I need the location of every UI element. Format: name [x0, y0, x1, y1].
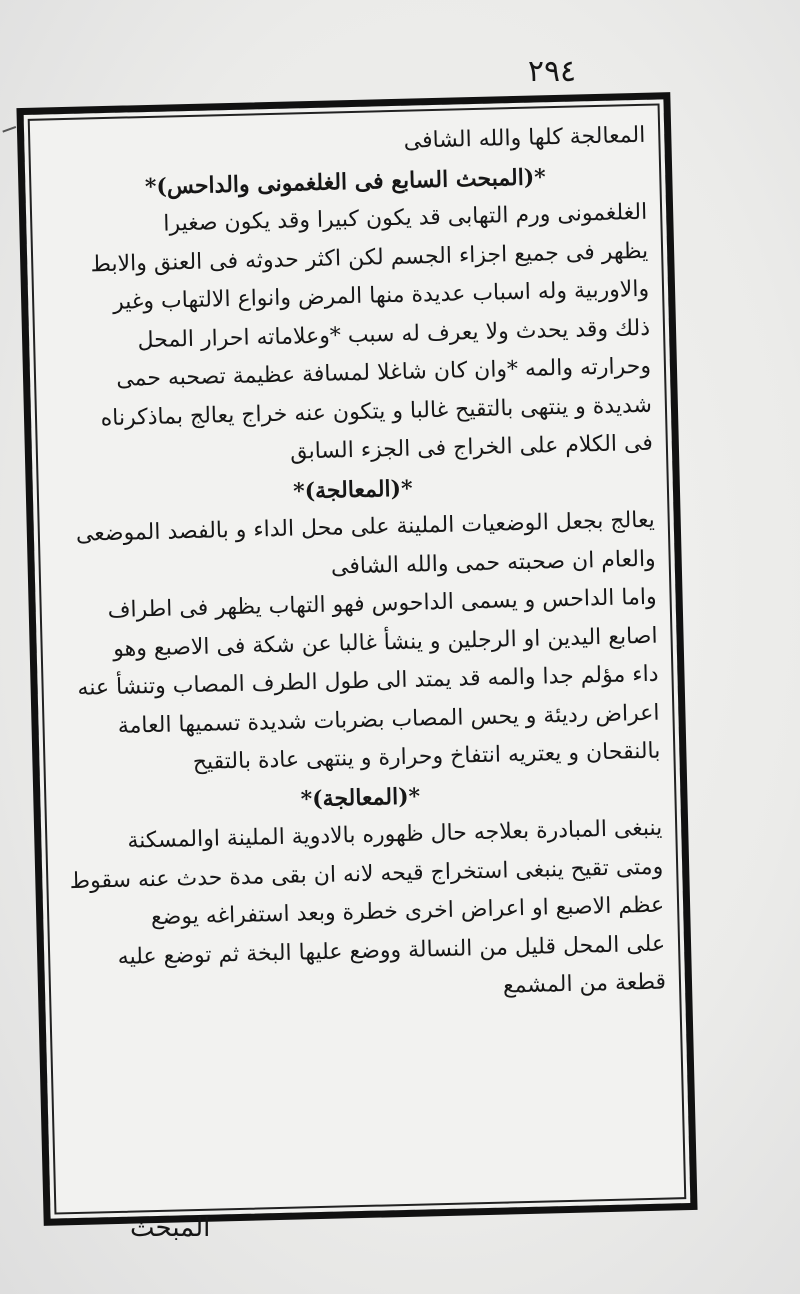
text-line: المعالجة كلها والله الشافى: [403, 122, 646, 154]
text-line: اعراض رديئة و يحس المصاب بضربات شديدة تسميها العامة: [117, 700, 660, 739]
text-line: واما الداحس و يسمى الداحوس فهو التهاب يظهر فى اطراف: [107, 584, 657, 624]
text-line: بالنقحان و يعتريه انتفاخ وحرارة و ينتهى عادة بالتقيح: [192, 738, 661, 776]
catchword: المبحث: [130, 1213, 211, 1243]
text-line: والاوربية وله اسباب عديدة منها المرض وانواع الالتهاب وغير: [112, 276, 650, 315]
text-line: الغلغمونى ورم التهابى قد يكون كبيرا وقد يكون صغيرا: [163, 199, 648, 237]
text-line: اصابع اليدين او الرجلين و ينشأ غالبا عن شكة فى الاصبع وهو: [112, 623, 658, 662]
text-line: عظم الاصبع او اعراض اخرى خطرة وبعد استفراغه يوضع: [150, 892, 665, 931]
text-line: داء مؤلم جدا والمه قد يمتد الى طول الطرف المصاب وتنشأ عنه: [77, 661, 659, 701]
section-heading: *(المعالجة)*: [300, 783, 421, 812]
text-line: يظهر فى جميع اجزاء الجسم لكن اكثر حدوثه فى العنق والابط: [90, 238, 649, 277]
text-line: ذلك وقد يحدث ولا يعرف له سبب *وعلاماته احرار المحل: [137, 315, 651, 353]
text-line: على المحل قليل من النسالة ووضع عليها البخة ثم توضع عليه: [117, 931, 666, 970]
text-block: [43, 117, 666, 1017]
text-line: قطعة من المشمع: [502, 969, 667, 999]
text-line: وحرارته والمه *وان كان شاغلا لمسافة عظيمة تصحبه حمى: [115, 353, 652, 392]
text-line: والعام ان صحبته حمى والله الشافى: [330, 546, 656, 580]
page-number: ٢٩٤: [527, 54, 577, 89]
text-line: ينبغى المبادرة بعلاجه حال ظهوره بالادوية الملينة اوالمسكنة: [127, 815, 663, 854]
text-frame: [16, 92, 697, 1226]
section-heading: *(المبحث السابع فى الغلغمونى والداحس)*: [144, 163, 547, 200]
text-line: ومتى تقيح ينبغى استخراج قيحه لانه ان بقى مدة حدث عنه سقوط: [69, 854, 664, 894]
text-line: يعالج بجعل الوضعيات الملينة على محل الداء و بالفصد الموضعى: [75, 507, 656, 547]
section-heading: *(المعالجة)*: [292, 475, 413, 505]
text-line: فى الكلام على الخراج فى الجزء السابق: [289, 430, 654, 465]
text-line: شديدة و ينتهى بالتقيح غالبا و يتكون عنه خراج يعالج بماذكرناه: [100, 392, 653, 431]
